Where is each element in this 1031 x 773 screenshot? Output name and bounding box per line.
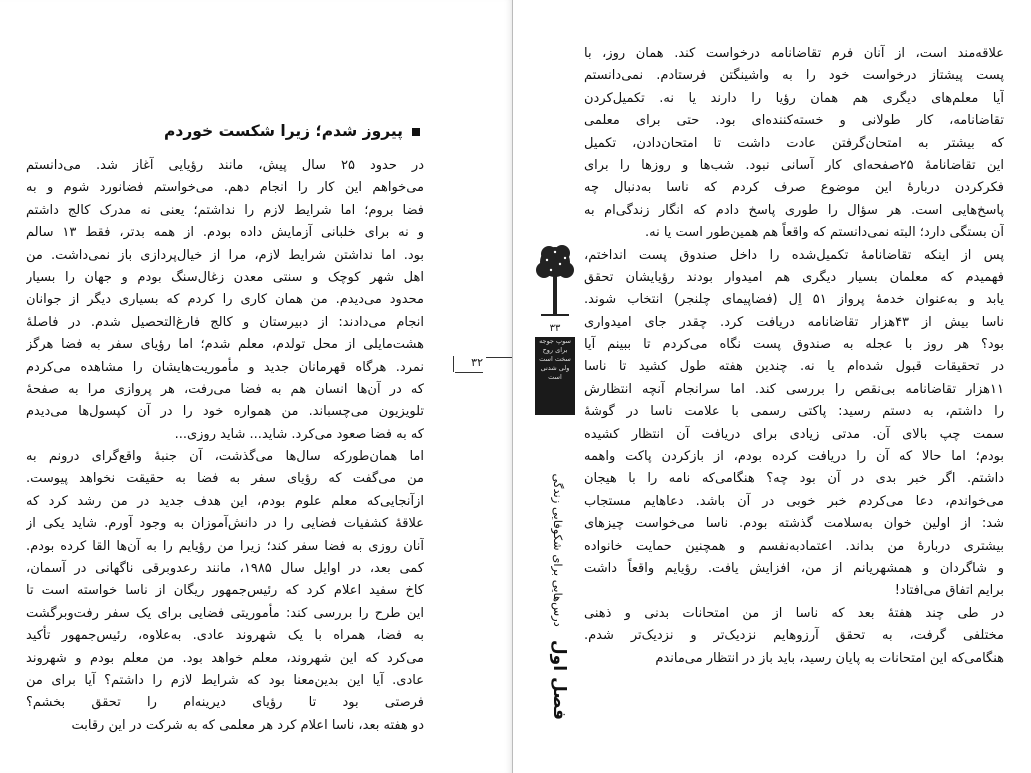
text-line: سوپ جوجه [539, 337, 571, 345]
square-bullet-icon [412, 128, 420, 136]
text-line: علاقهٔ کشفیات فضایی را در دانش‌آموزان به وجود آورم. شاید یکی از [26, 516, 424, 532]
text-line: است [548, 373, 562, 381]
text-line: در طی چند هفتهٔ بعد که ناسا از من امتحانات بدنی و ذهنی [584, 605, 1004, 621]
text-line: بیشتری دربارهٔ من بداند. اعتمادبه‌نفسم و همچنین حمایت خانواده [584, 538, 1004, 554]
text-line: تقاضانامه، کار طولانی و خسته‌کننده‌ای بود. حتی برای معلمی [584, 113, 1004, 129]
text-line: نمرد. هرگاه قهرمانان جدید و مأموریت‌هایشان را مشاهده می‌کردم [26, 359, 424, 375]
text-line: ناسا بیش از ۴۳هزار تقاضانامه دریافت کرد. چقدر جای امیدواری [584, 314, 1004, 330]
left-page [0, 0, 513, 773]
text-line: فکرکردن دربارهٔ این موضوع صرف کردم که ناسا به‌دنبال چه [584, 180, 1004, 196]
series-logo-box [535, 337, 575, 415]
text-line: داشتم. اگر خبر بدی در آن بود چه؟ هنگامی‌که نامه را با هیجان [584, 471, 1004, 487]
page-number-left: ۳۲ [455, 356, 483, 373]
text-line: تلویزیون می‌چسباند. من همواره خود را در آن کپسول‌ها می‌دیدم [26, 404, 424, 420]
text-line: من می‌گفت که رؤیای سفر به فضا به حقیقت نخواهد پیوست. [26, 471, 424, 487]
text-line: اما همان‌طورکه سال‌ها می‌گذشت، آن جنبهٔ واقع‌گرای درونم به [26, 449, 424, 465]
text-line: بود؟ هر روز با عجله به صندوق پست نگاه می‌کردم تا ببینم آیا [584, 337, 1004, 353]
text-line: که در آن‌ها انسان هم به فضا می‌رفت، هر پروازی مرا به صفحهٔ [26, 381, 424, 397]
text-line: علاقه‌مند است، از آنان فرم تقاضانامه درخواست کند. همان روز، با [584, 46, 1004, 61]
text-line: سمت چپ بالای آن. مدتی زیادی برای دریافت آن انتظار کشیده [584, 426, 1004, 442]
right-page [513, 0, 1031, 773]
chapter-title: فصل اول [549, 639, 569, 720]
text-line: هشت‌مایلی از محل تولدم، معلم شدم؛ اما رؤیای سفر به فضا هرگز [26, 337, 424, 353]
page-number-right: ۳۳ [549, 323, 561, 334]
chapter-sidebar [527, 420, 579, 720]
text-line: سخت است [539, 355, 571, 363]
text-line: را داشتم، به دستم رسید: پاکتی رسمی با علامت ناسا در گوشهٔ [584, 404, 1004, 420]
text-line: کاخ سفید اعلام کرد که رئیس‌جمهور ریگان از ناسا خواسته است تا [26, 583, 424, 599]
text-line: فضا بروم؛ اما شرایط لازم را نداشتم؛ یعنی نه مدرک کالج داشتم [26, 202, 424, 218]
text-line: که به فضا صعود می‌کرد. شاید... شاید روزی... [174, 426, 424, 442]
text-line: مختلفی گرفت، به تحقق آرزوهایم نزدیک‌تر و نزدیک‌تر شدم. [584, 628, 1004, 644]
text-line: می‌کرد که این شهروند، معلم خواهد بود. من معلم بودم و شهروند [26, 650, 424, 666]
section-heading [120, 120, 420, 142]
text-line: فرصتی بود تا رؤیای دیرینه‌ام را تحقق بخشم؟ [26, 695, 424, 711]
text-line: پست پیشتاز درخواست خود را به واشینگتن فرستادم. نمی‌دانستم [584, 68, 1004, 84]
text-line: بودم؛ اما حالا که آن را دریافت کرده بودم، از بازکردن پاکت واهمه [584, 449, 1004, 465]
text-line: به فضا، همراه با یک شهروند عادی. به‌علاوه، رئیس‌جمهور تأکید [26, 628, 424, 644]
text-line: ازآنجایی‌که معلم علوم بودم، این هدف جدید در من رشد کرد که [26, 493, 424, 509]
text-line: این طرح را بررسی کند: مأموریتی فضایی برای یک سفر رفت‌وبرگشت [26, 605, 424, 621]
text-line: هنگامی‌که این امتحانات به پایان رسید، باید باز در انتظار می‌ماندم [655, 650, 1004, 666]
text-line: ولی شدنی [540, 364, 570, 372]
text-line: این تقاضانامهٔ ۲۵صفحه‌ای کار آسانی نبود. شب‌ها و روزها را برای [584, 157, 1004, 173]
right-body-text [584, 43, 1004, 670]
tree-icon [535, 240, 575, 325]
text-line: می‌خواهم این کار را انجام دهم. می‌خواستم فضانورد شوم و به [26, 180, 424, 196]
text-line: فهمیدم که معلمان بسیار دیگری هم امیدوار بودند رؤیایشان تحقق [584, 269, 1004, 285]
text-line: پس از اینکه تقاضانامهٔ تکمیل‌شده را داخل صندوق پست انداختم، [584, 247, 1004, 263]
text-line: یابد و به‌عنوان خدمهٔ پرواز ۵۱ اِل (فضاپیمای چلنجر) انتخاب شوند. [584, 292, 1004, 308]
text-line: محدود می‌دیدم. من همان کاری را کردم که بسیاری دیگر از جوانان [26, 292, 424, 308]
page-number-rule [486, 357, 512, 358]
text-line: آنان روزی به فضا سفر کند؛ زیرا من رؤیایم را به آن‌ها القا کرده بودم. [26, 538, 424, 554]
text-line: کمی بعد، در اوایل سال ۱۹۸۵، مانند رعدوبرقی ناگهانی در آسمان، [26, 561, 424, 577]
text-line: آیا معلم‌های دیگری هم همان رؤیا را دارند یا نه. تکمیل‌کردن [584, 90, 1004, 106]
text-line: برایم اتفاق می‌افتاد! [894, 583, 1004, 599]
text-line: دو هفته بعد، ناسا اعلام کرد هر معلمی که به شرکت در این رقابت [71, 717, 424, 733]
text-line: در تحقیقات قبول شده‌ام یا نه. چندین هفته طول کشید تا ناسا [584, 359, 1004, 375]
text-line: شد: از اولین خوان به‌سلامت گذشته بودم. ناسا می‌خواست چیزهای [584, 516, 1004, 532]
text-line: بود. اما نداشتن شرایط لازم، مرا از خیال‌پردازی باز نمی‌داشت. من [26, 247, 424, 263]
left-body-text [26, 155, 424, 737]
text-line: عادی. آیا این بدین‌معنا بود که شرایط لازم را داشتم؟ آیا برای من [26, 672, 424, 688]
section-heading-text: پیروز شدم؛ زیرا شکست خوردم [164, 122, 403, 140]
text-line: و شاگردان و همشهریانم از من، افزایش یافت. رؤیایم واقعاً داشت [584, 560, 1004, 576]
text-line: پاسخ‌هایی است. هر سؤال را طوری پاسخ دادم که انگار زندگی‌ام به [584, 202, 1004, 218]
text-line: در حدود ۲۵ سال پیش، مانند رؤیایی آغاز شد. می‌دانستم [26, 158, 424, 173]
text-line: می‌خواندم، دعا می‌کردم خبر خوبی در آن باشد. دعاهایم مستجاب [584, 493, 1004, 509]
chapter-subtitle: درس‌هایی برای شکوفایی زندگی [551, 473, 565, 627]
text-line: انجام می‌دادند: از دبیرستان و کالج فارغ‌التحصیل شدم. در فاصلهٔ [26, 314, 424, 330]
text-line: ۱۱هزار تقاضانامه بی‌نقص را بررسی کند. اما سرانجام آنچه انتظارش [584, 381, 1004, 397]
text-line: آن بستگی دارد؛ البته نمی‌دانستم که واقعاً هم همین‌طور است یا نه. [644, 225, 1004, 241]
text-line: که بیشتر به امتحان‌گرفتن عادت داشت تا امتحان‌دادن، تکمیل [584, 135, 1004, 151]
text-line: اهل شهر کوچک و سنتی معدن زغال‌سنگ بودم و جهان را بسیار [26, 269, 424, 285]
text-line: برای روح [542, 346, 568, 354]
text-line: و نه برای خلبانی آزمایش داده بودم. از همه بدتر، فقط ۱۳ سالم [26, 225, 424, 241]
